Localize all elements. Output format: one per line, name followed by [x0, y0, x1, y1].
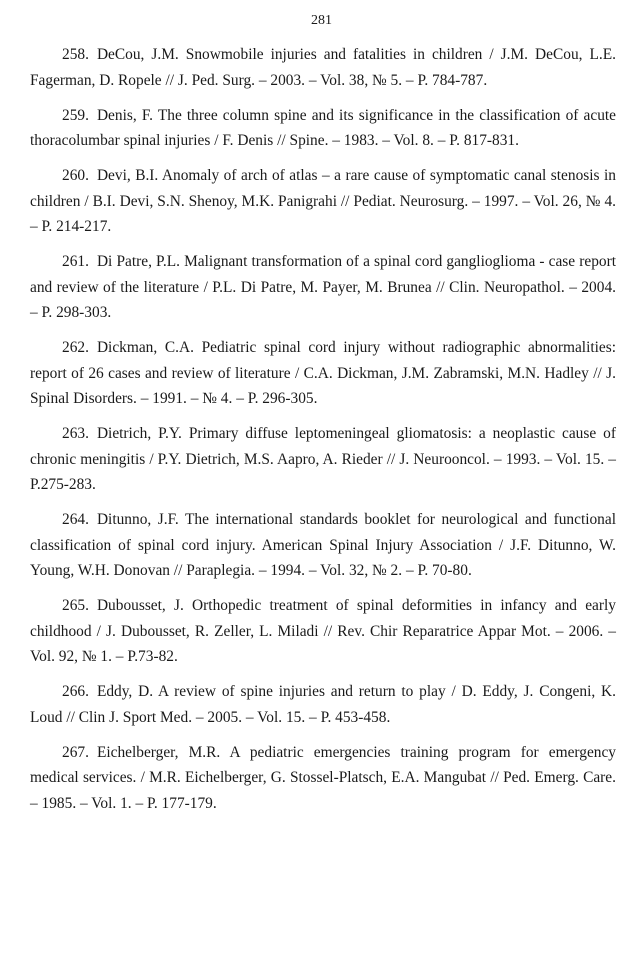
page-number: 281 [311, 13, 332, 28]
reference-text: Denis, F. The three column spine and its significance in the classification of acute thoracolumbar spinal injuries / F. Denis // Spine. – 1983. – Vol. 8. – P. 817-831. [30, 106, 616, 149]
reference-item [30, 740, 616, 817]
reference-item [30, 679, 616, 730]
reference-text: Dubousset, J. Orthopedic treatment of spinal deformities in infancy and early childhood / J. Dubousset, R. Zeller, L. Miladi // Rev. Chir Reparatrice Appar Mot. – 2006. – Vol. 92, № 1. – P.73-82. [30, 597, 616, 665]
reference-number: 263. [62, 425, 89, 442]
reference-text: Dickman, C.A. Pediatric spinal cord injury without radiographic abnormalities: report of 26 cases and review of literature / C.A. Dickman, J.M. Zabramski, M.N. Hadley // J. Spinal Disorders. – 1991. – № 4. – P. 296-305. [30, 339, 616, 407]
reference-item [30, 593, 616, 670]
reference-number: 265. [62, 597, 89, 614]
reference-text: Devi, B.I. Anomaly of arch of atlas – a rare cause of symptomatic canal stenosis in children / B.I. Devi, S.N. Shenoy, M.K. Panigrahi // Pediat. Neurosurg. – 1997. – Vol. 26, № 4. – P. 214-217. [30, 167, 616, 235]
reference-item [30, 507, 616, 584]
reference-list [30, 42, 616, 826]
reference-item [30, 42, 616, 93]
reference-item [30, 103, 616, 154]
reference-number: 262. [62, 339, 89, 356]
reference-number: 260. [62, 167, 89, 184]
reference-item [30, 249, 616, 326]
reference-item [30, 421, 616, 498]
reference-text: Ditunno, J.F. The international standards booklet for neurological and functional classification of spinal cord injury. American Spinal Injury Association / J.F. Ditunno, W. Young, W.H. Donovan // Paraplegia. – 1994. – Vol. 32, № 2. – P. 70-80. [30, 511, 616, 579]
reference-item [30, 163, 616, 240]
reference-number: 267. [62, 743, 89, 761]
reference-number: 259. [62, 106, 89, 124]
reference-number: 264. [62, 511, 89, 528]
reference-number: 261. [62, 253, 89, 270]
reference-number: 266. [62, 683, 89, 700]
reference-item [30, 335, 616, 412]
reference-text: Dietrich, P.Y. Primary diffuse leptomeningeal gliomatosis: a neoplastic cause of chronic meningitis / P.Y. Dietrich, M.S. Aapro, A. Rieder // J. Neurooncol. – 1993. – Vol. 15. – P.275-283. [30, 425, 616, 493]
reference-text: Di Patre, P.L. Malignant transformation of a spinal cord ganglioglioma - case report and review of the literature / P.L. Di Patre, M. Payer, M. Brunea // Clin. Neuropathol. – 2004. – P. 298-303. [30, 253, 616, 321]
reference-number: 258. [62, 46, 89, 63]
reference-text: Eichelberger, M.R. A pediatric emergencies training program for emergency medical services. / M.R. Eichelberger, G. Stossel-Platsch, E.A. Mangubat // Ped. Emerg. Care. – 1985. – Vol. 1. – P. 177-179. [30, 743, 616, 812]
reference-text: Eddy, D. A review of spine injuries and return to play / D. Eddy, J. Congeni, K. Loud // Clin J. Sport Med. – 2005. – Vol. 15. – P. 453-458. [30, 683, 616, 726]
reference-text: DeCou, J.M. Snowmobile injuries and fatalities in children / J.M. DeCou, L.E. Fagerman, D. Ropele // J. Ped. Surg. – 2003. – Vol. 38, № 5. – P. 784-787. [30, 46, 616, 89]
